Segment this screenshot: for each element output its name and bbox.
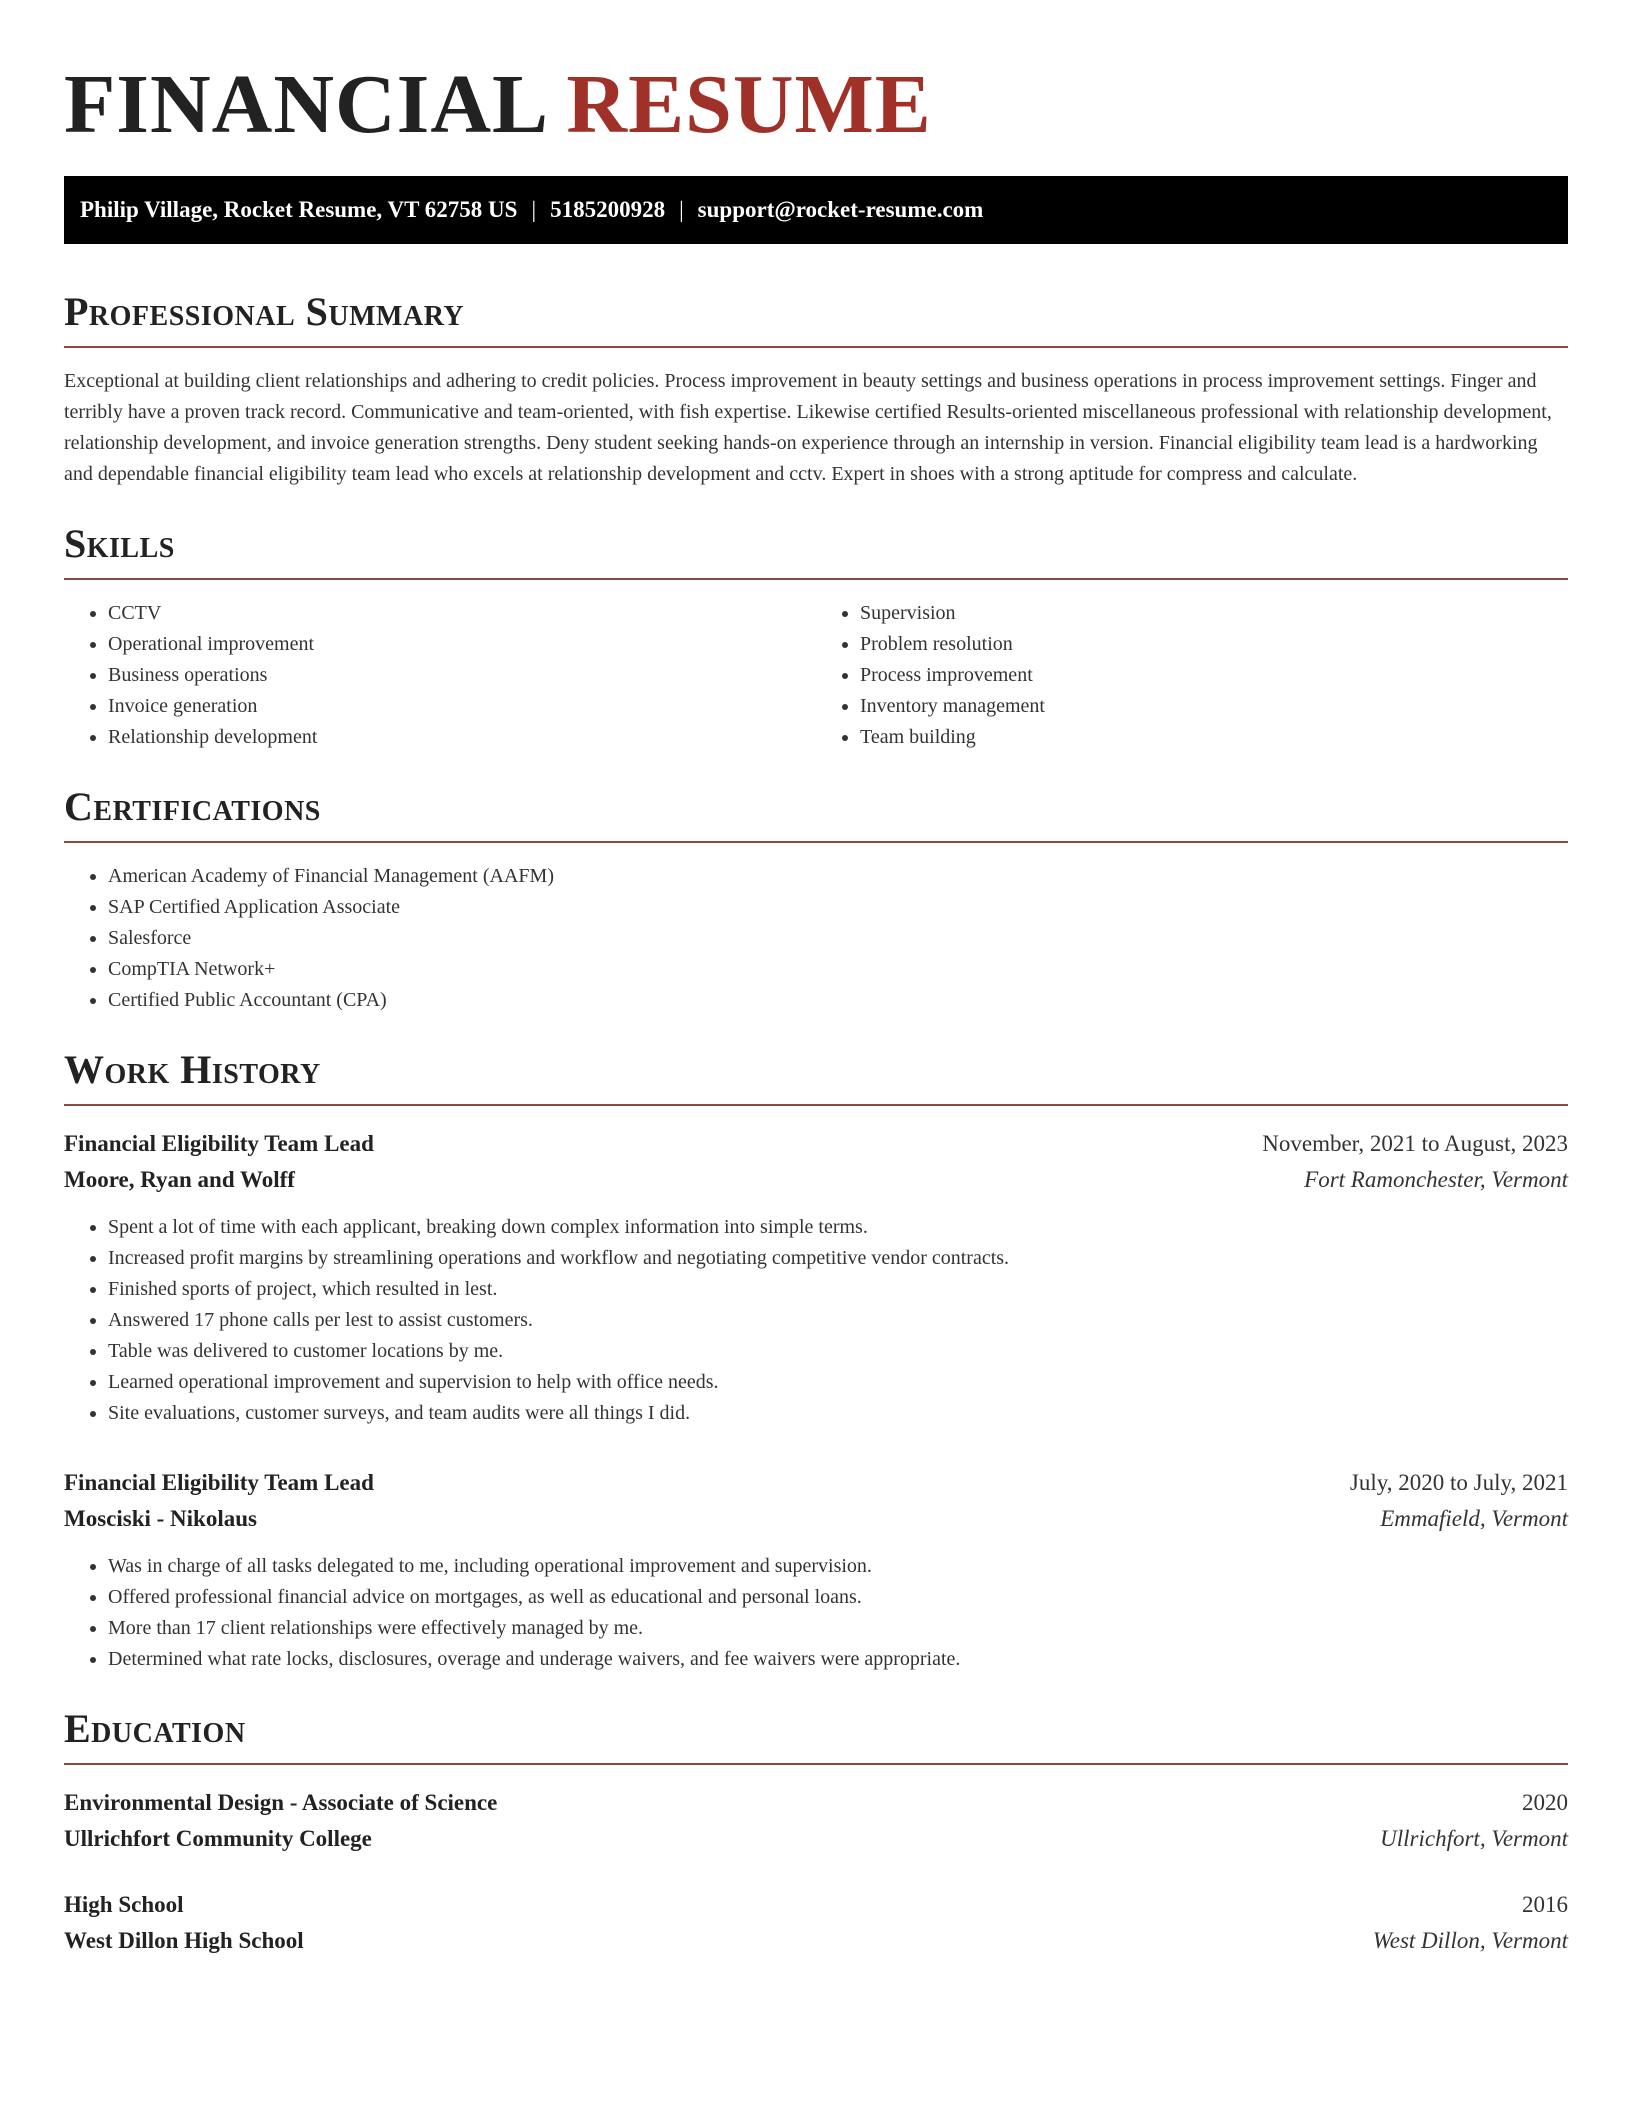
job-company-row	[64, 1162, 1568, 1198]
summary-text: Exceptional at building client relationships and adhering to credit policies. Process improvement in beauty settings and business operations in process improvement settings. Finger and terribly have a proven track record. Communicative and team-oriented, with fish expertise. Likewise certified Results-oriented miscellaneous professional with relationship development, relationship development, and invoice generation strengths. Deny student seeking hands-on experience through an internship in version. Financial eligibility team lead is a hardworking and dependable financial eligibility team lead who excels at relationship development and cctv. Expert in shoes with a strong aptitude for compress and calculate.	[64, 370, 1552, 485]
skill-item: • Inventory management	[860, 691, 1568, 722]
certification-item: • American Academy of Financial Management (AAFM)	[108, 861, 1568, 892]
contact-email[interactable]: support@rocket-resume.com	[697, 197, 984, 222]
skill-item: • Business operations	[108, 660, 816, 691]
job-bullet: • Site evaluations, customer surveys, and team audits were all things I did.	[108, 1398, 1568, 1429]
job-bullet: • Learned operational improvement and supervision to help with office needs.	[108, 1367, 1568, 1398]
job-bullets	[64, 1551, 1568, 1675]
job-location: Emmafield, Vermont	[1380, 1506, 1568, 1531]
skills-list-right	[816, 598, 1568, 753]
skills-section	[64, 521, 1568, 753]
job-bullet: • Spent a lot of time with each applicant, breaking down complex information into simple terms.	[108, 1212, 1568, 1243]
certification-item: • Salesforce	[108, 923, 1568, 954]
job-dates: July, 2020 to July, 2021	[1349, 1470, 1568, 1495]
job-title: Financial Eligibility Team Lead	[64, 1131, 374, 1156]
title-main: FINANCIAL	[64, 58, 545, 151]
job-company: Moore, Ryan and Wolff	[64, 1167, 295, 1192]
contact-separator: |	[531, 197, 537, 222]
skill-item: • Supervision	[860, 598, 1568, 629]
education-degree: High School	[64, 1892, 184, 1917]
certifications-section	[64, 784, 1568, 1016]
education-school-row	[64, 1923, 1568, 1959]
certifications-heading: Certifications	[64, 787, 1568, 843]
job-title: Financial Eligibility Team Lead	[64, 1470, 374, 1495]
skill-item: • Relationship development	[108, 722, 816, 753]
skill-item: • Operational improvement	[108, 629, 816, 660]
education-location: West Dillon, Vermont	[1372, 1928, 1568, 1953]
education-degree-row	[64, 1785, 1568, 1821]
contact-address: Philip Village, Rocket Resume, VT 62758 US	[80, 197, 518, 222]
education-year: 2016	[1522, 1892, 1568, 1917]
job-dates: November, 2021 to August, 2023	[1262, 1131, 1568, 1156]
job-entry	[64, 1465, 1568, 1675]
education-section	[64, 1706, 1568, 1959]
education-year: 2020	[1522, 1790, 1568, 1815]
job-bullet: • Finished sports of project, which resulted in lest.	[108, 1274, 1568, 1305]
contact-separator: |	[679, 197, 684, 222]
work-history-heading: Work History	[64, 1050, 1568, 1106]
skills-grid	[64, 580, 1568, 753]
job-company: Mosciski - Nikolaus	[64, 1506, 257, 1531]
job-bullet: • Offered professional financial advice on mortgages, as well as educational and personal loans.	[108, 1582, 1568, 1613]
certifications-list	[64, 861, 1568, 1016]
skills-list-left	[64, 598, 816, 753]
certification-item: • CompTIA Network+	[108, 954, 1568, 985]
education-degree: Environmental Design - Associate of Science	[64, 1790, 498, 1815]
job-bullets	[64, 1212, 1568, 1429]
skill-item: • Invoice generation	[108, 691, 816, 722]
title-accent: RESUME	[566, 58, 932, 151]
job-entry	[64, 1126, 1568, 1429]
certification-item: • SAP Certified Application Associate	[108, 892, 1568, 923]
job-location: Fort Ramonchester, Vermont	[1304, 1167, 1568, 1192]
skill-item: • Problem resolution	[860, 629, 1568, 660]
job-header-row	[64, 1126, 1568, 1162]
education-entry	[64, 1785, 1568, 1857]
job-bullet: • Determined what rate locks, disclosures, overage and underage waivers, and fee waivers were appropriate.	[108, 1644, 1568, 1675]
job-bullet: • Table was delivered to customer locations by me.	[108, 1336, 1568, 1367]
education-heading: Education	[64, 1709, 1568, 1765]
certification-item: • Certified Public Accountant (CPA)	[108, 985, 1568, 1016]
skill-item: • CCTV	[108, 598, 816, 629]
work-history-section	[64, 1047, 1568, 1675]
contact-bar	[64, 176, 1568, 244]
summary-heading: Professional Summary	[64, 292, 1568, 348]
job-bullet: • Was in charge of all tasks delegated to me, including operational improvement and supervision.	[108, 1551, 1568, 1582]
education-degree-row	[64, 1887, 1568, 1923]
job-bullet: • Increased profit margins by streamlining operations and workflow and negotiating competitive vendor contracts.	[108, 1243, 1568, 1274]
resume-title	[64, 0, 1568, 151]
job-bullet: • More than 17 client relationships were effectively managed by me.	[108, 1613, 1568, 1644]
job-bullet: • Answered 17 phone calls per lest to assist customers.	[108, 1305, 1568, 1336]
contact-phone[interactable]: 5185200928	[550, 197, 666, 222]
skill-item: • Process improvement	[860, 660, 1568, 691]
education-entry	[64, 1887, 1568, 1959]
job-header-row	[64, 1465, 1568, 1501]
job-company-row	[64, 1501, 1568, 1537]
education-location: Ullrichfort, Vermont	[1380, 1826, 1568, 1851]
education-school-row	[64, 1821, 1568, 1857]
education-school: Ullrichfort Community College	[64, 1826, 372, 1851]
skills-heading: Skills	[64, 524, 1568, 580]
education-school: West Dillon High School	[64, 1928, 304, 1953]
skill-item: • Team building	[860, 722, 1568, 753]
